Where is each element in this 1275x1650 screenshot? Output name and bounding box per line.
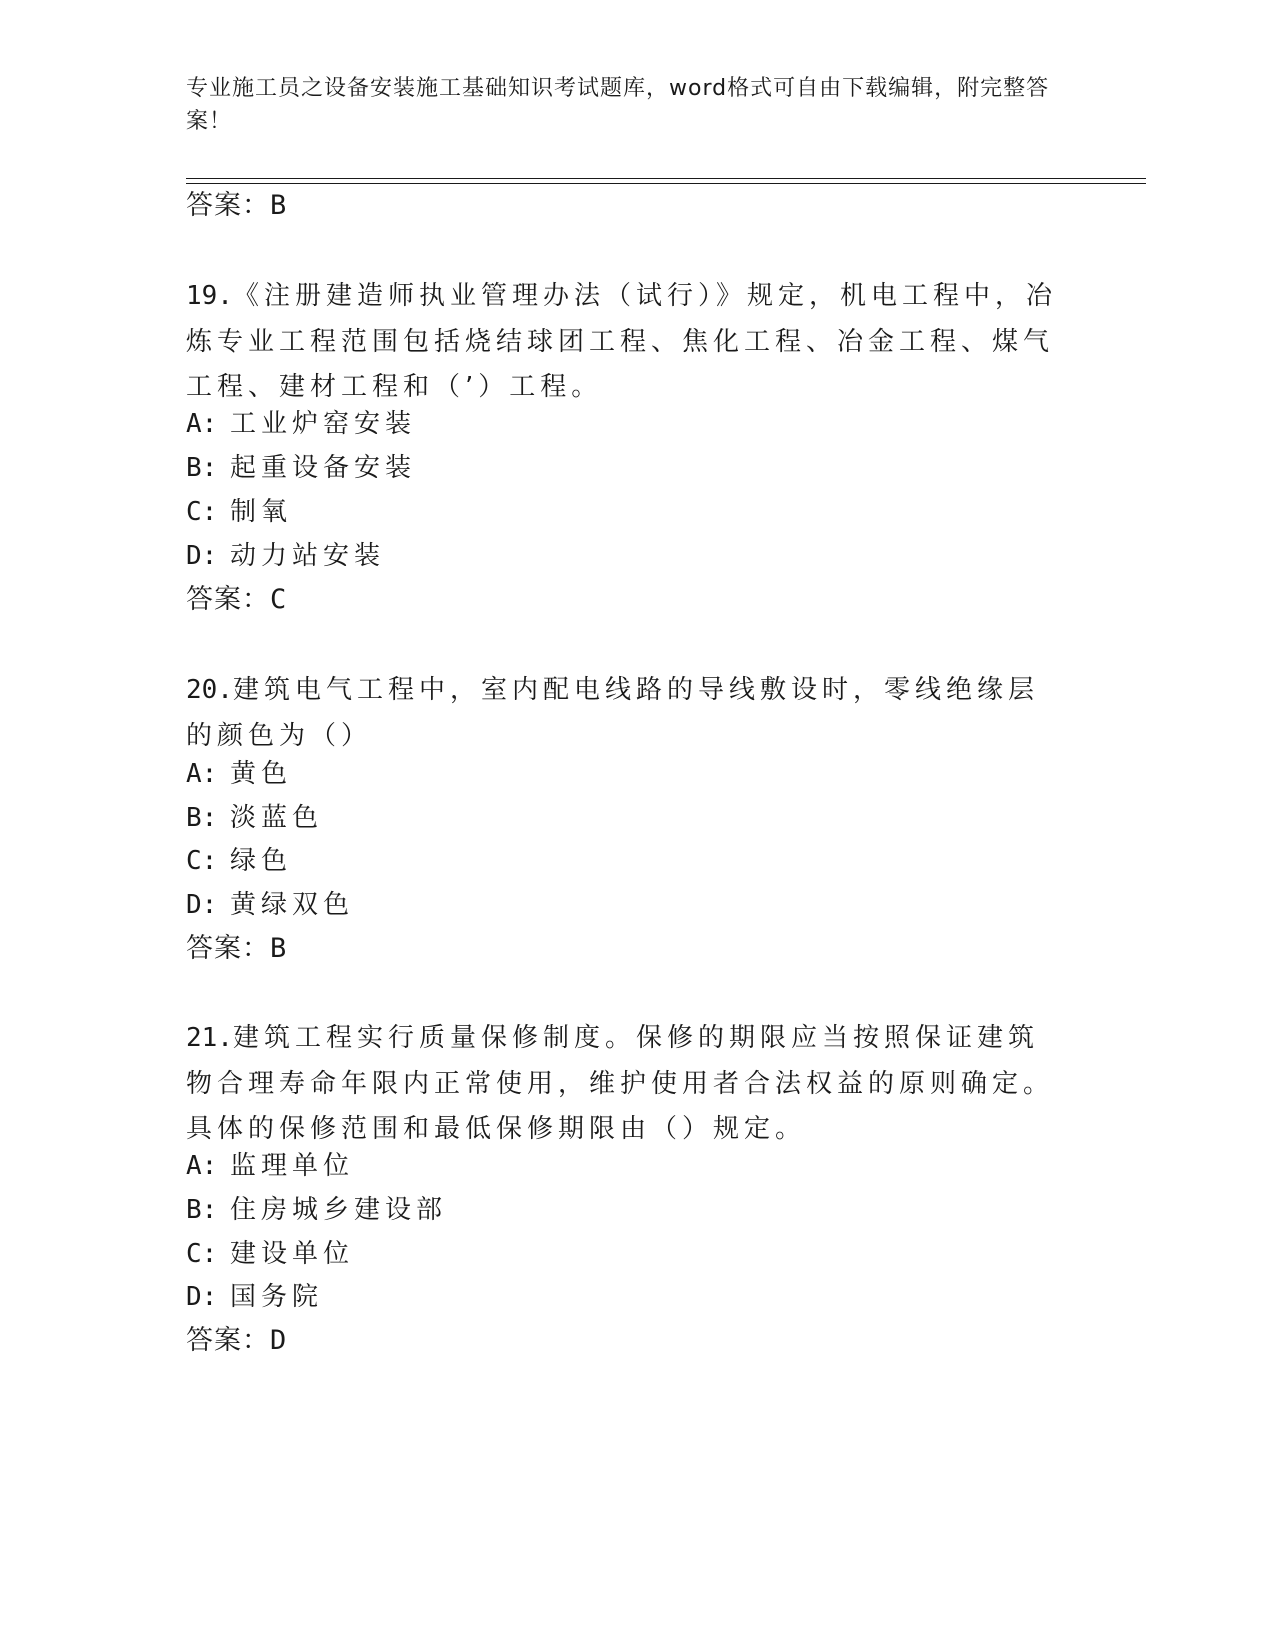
option-text: 绿色 [230, 846, 293, 876]
option-d [186, 887, 354, 923]
option-letter: C: [186, 846, 218, 876]
question-number: 21. [186, 1023, 233, 1053]
option-letter: C: [186, 1239, 218, 1269]
option-d [186, 1279, 323, 1315]
option-letter: A: [186, 409, 218, 439]
option-text: 黄绿双色 [230, 890, 355, 920]
option-b [186, 450, 416, 486]
answer-value: B [270, 190, 288, 221]
option-text: 监理单位 [230, 1151, 355, 1181]
question-number: 19. [186, 281, 233, 311]
question-20 [186, 668, 1066, 759]
answer-value: C [270, 584, 288, 615]
option-text: 黄色 [230, 759, 293, 789]
option-text: 动力站安装 [230, 541, 386, 571]
option-d [186, 538, 385, 574]
option-text: 建设单位 [230, 1239, 355, 1269]
option-letter: A: [186, 1151, 218, 1181]
option-a [186, 1148, 354, 1184]
answer-label: 答案： [186, 190, 270, 221]
option-text: 国务院 [230, 1282, 324, 1312]
answer-line [186, 1323, 287, 1359]
answer-line [186, 582, 287, 618]
question-21 [186, 1016, 1066, 1153]
answer-label: 答案： [186, 584, 270, 615]
option-b [186, 1192, 447, 1228]
question-text: 建筑工程实行质量保修制度。保修的期限应当按照保证建筑物合理寿命年限内正常使用，维护使用者合法权益的原则确定。具体的保修范围和最低保修期限由（）规定。 [186, 1023, 1055, 1144]
option-a [186, 406, 416, 442]
option-letter: C: [186, 497, 218, 527]
option-a [186, 756, 292, 792]
option-letter: B: [186, 453, 218, 483]
option-c [186, 494, 292, 530]
document-header: 专业施工员之设备安装施工基础知识考试题库，word格式可自由下载编辑，附完整答案！ [186, 76, 1050, 134]
question-number: 20. [186, 675, 233, 705]
option-letter: B: [186, 803, 218, 833]
option-letter: D: [186, 890, 218, 920]
question-text: 建筑电气工程中，室内配电线路的导线敷设时，零线绝缘层的颜色为（） [186, 675, 1039, 751]
option-letter: A: [186, 759, 218, 789]
question-text: 《注册建造师执业管理办法（试行）》规定，机电工程中，冶炼专业工程范围包括烧结球团工程、焦化工程、冶金工程、煤气工程、建材工程和（’）工程。 [186, 281, 1057, 402]
option-letter: B: [186, 1195, 218, 1225]
header-rule-top [186, 178, 1146, 179]
question-19 [186, 274, 1066, 411]
option-text: 制氧 [230, 497, 293, 527]
option-b [186, 800, 323, 836]
answer-line [186, 931, 287, 967]
option-c [186, 843, 292, 879]
answer-label: 答案： [186, 933, 270, 964]
option-text: 住房城乡建设部 [230, 1195, 448, 1225]
option-text: 淡蓝色 [230, 803, 324, 833]
option-c [186, 1236, 354, 1272]
answer-line [186, 188, 287, 224]
option-text: 起重设备安装 [230, 453, 417, 483]
header-rule-bottom [186, 183, 1146, 184]
option-text: 工业炉窑安装 [230, 409, 417, 439]
option-letter: D: [186, 1282, 218, 1312]
answer-label: 答案： [186, 1325, 270, 1356]
answer-value: D [270, 1325, 288, 1356]
answer-value: B [270, 933, 288, 964]
option-letter: D: [186, 541, 218, 571]
